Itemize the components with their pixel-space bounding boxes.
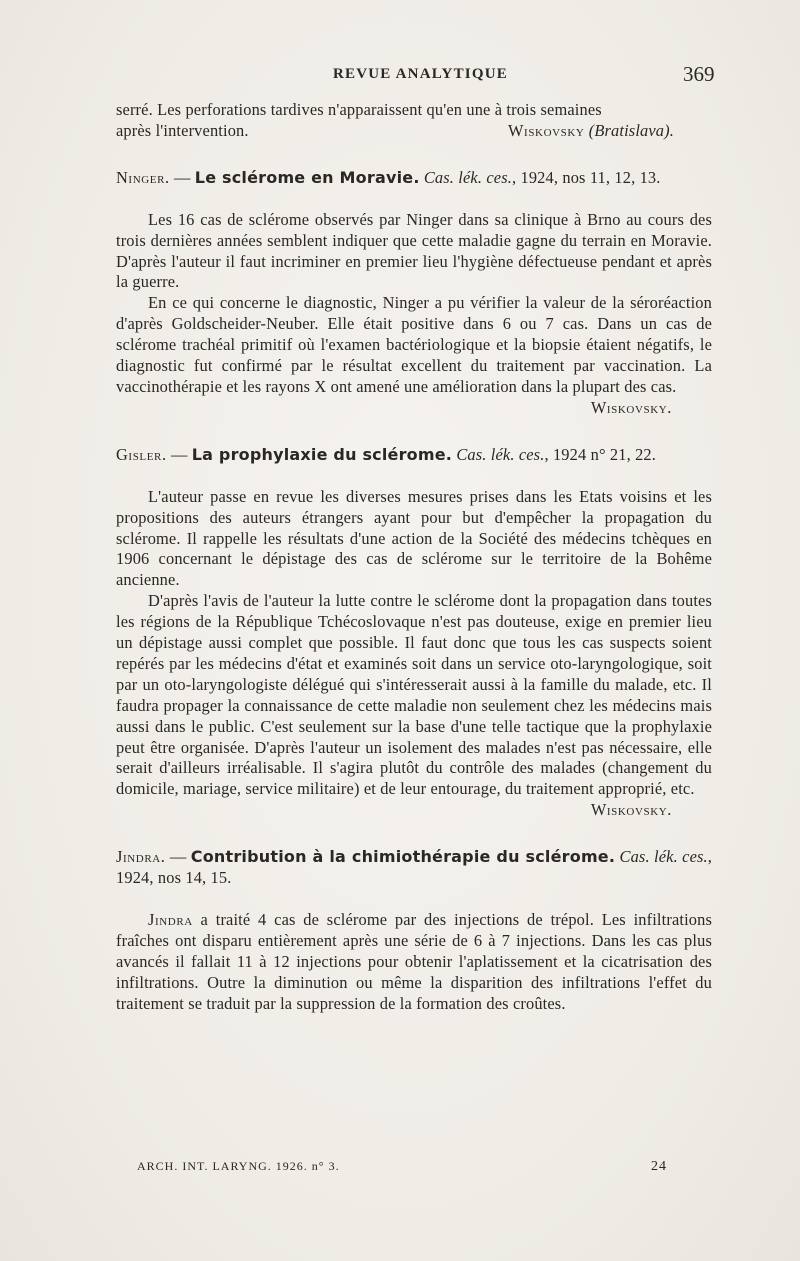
article-paragraph: L'auteur passe en revue les diverses mesures prises dans les Etats voisins et les propositions des auteurs étrangers ayant pour but d'empêcher la propagation du sclérome. Il rappelle les résultats d'une action de la Société des médecins tchèques en 1906 concernant le dépistage des cas de sclérome sur le territoire de la Bohême ancienne. [116, 486, 712, 590]
body-author: Jindra [148, 910, 193, 929]
heading-dash: — [169, 847, 187, 867]
signature-author: Wiskovsky. [590, 800, 672, 820]
article-paragraph: En ce qui concerne le diagnostic, Ninger a pu vérifier la valeur de la séroréaction d'après Goldscheider-Neuber. Elle était positive dans 6 ou 7 cas. Dans un cas de sclérome trachéal primitif où l'examen bactériologique et la biopsie étaient négatifs, le diagnostic fut confirmé par le résultat excellent du traitement par vaccination. La vaccinothérapie et les rayons X ont amené une amélioration dans la plupart des cas. [116, 293, 712, 396]
article-signature [116, 398, 712, 419]
continued-text-line-2: après l'intervention. [116, 120, 249, 140]
continued-text-closing [116, 121, 712, 142]
text-column [116, 100, 712, 1015]
article-author: Jindra. [116, 847, 166, 867]
article-title: Le sclérome en Moravie. [194, 167, 420, 187]
article-author: Ninger. [116, 167, 170, 187]
article-signature [116, 800, 712, 821]
heading-dash: — [174, 167, 191, 187]
footer-signature-mark: 24 [651, 1159, 667, 1174]
signature-author: Wiskovsky [507, 120, 585, 140]
article-paragraph: Les 16 cas de sclérome observés par Ninger dans sa clinique à Brno au cours des trois dernières années semblent indiquer que cette maladie gagne du terrain en Moravie. D'après l'auteur il faut incriminer en premier lieu l'hygiène défectueuse pendant et après la guerre. [116, 209, 712, 292]
article-author: Gisler. [116, 444, 167, 464]
running-head [0, 62, 800, 88]
signature-place: (Bratislava). [588, 120, 674, 140]
footer-journal-ref: ARCH. INT. LARYNG. 1926. n° 3. [137, 1159, 340, 1173]
article-reference: , 1924, nos 14, 15. [116, 847, 713, 888]
page-footer [0, 1157, 800, 1177]
heading-dash: — [170, 444, 188, 464]
article-journal: Cas. lék. ces. [619, 847, 708, 867]
signature-block [508, 121, 712, 142]
article-reference: , 1924, nos 11, 12, 13. [511, 167, 661, 187]
signature-author: Wiskovsky. [590, 397, 672, 417]
article-journal: Cas. lék. ces. [456, 444, 545, 464]
running-title: REVUE ANALYTIQUE [333, 66, 508, 82]
article-paragraph: D'après l'avis de l'auteur la lutte contre le sclérome dont la propagation dans toutes les régions de la République Tchécoslovaque n'est pas douteuse, exige en premier lieu un dépistage aussi complet que possible. Il faut donc que tous les cas suspects soient repérés par les médecins d'état et examinés soit dans un service oto-laryngologique, soit par un oto-laryngologiste délégué qui s'intéresserait aussi à la famille du malade, etc. Il faudra propager la connaissance de cette maladie non seulement chez les médecins mais aussi dans le public. C'est seulement sur la base d'une telle tactique que la prophylaxie peut être organisée. D'après l'auteur un isolement des malades n'est pas nécessaire, elle serait d'ailleurs irréalisable. Il s'agira plutôt du contrôle des malades (changement du domicile, mariage, service militaire) et de leur entourage, du traitement approprié, etc. [116, 591, 712, 799]
continued-text-line: serré. Les perforations tardives n'apparaissent qu'en une à trois semaines [116, 100, 602, 119]
article-heading [116, 445, 712, 466]
article-heading [116, 847, 712, 889]
article-reference: , 1924 n° 21, 22. [544, 444, 657, 464]
article-journal: Cas. lék. ces. [423, 167, 512, 187]
article-paragraph-text: a traité 4 cas de sclérome par des injections de trépol. Les infiltrations fraîches ont disparu entièrement après une série de 6 à 7 injections. Dans les cas plus avancés il fallait 11 à 12 injections pour obtenir l'aplatissement et la cicatrisation des infiltrations. Outre la diminution ou même la disparition des infiltrations l'effet du traitement se traduit par la suppression de la formation des croûtes. [116, 910, 712, 1013]
article-paragraph [116, 910, 712, 1015]
article-title: Contribution à la chimiothérapie du sclérome. [190, 847, 616, 867]
page-number: 369 [683, 62, 715, 86]
article-heading [116, 168, 712, 189]
article-title: La prophylaxie du sclérome. [191, 444, 453, 464]
